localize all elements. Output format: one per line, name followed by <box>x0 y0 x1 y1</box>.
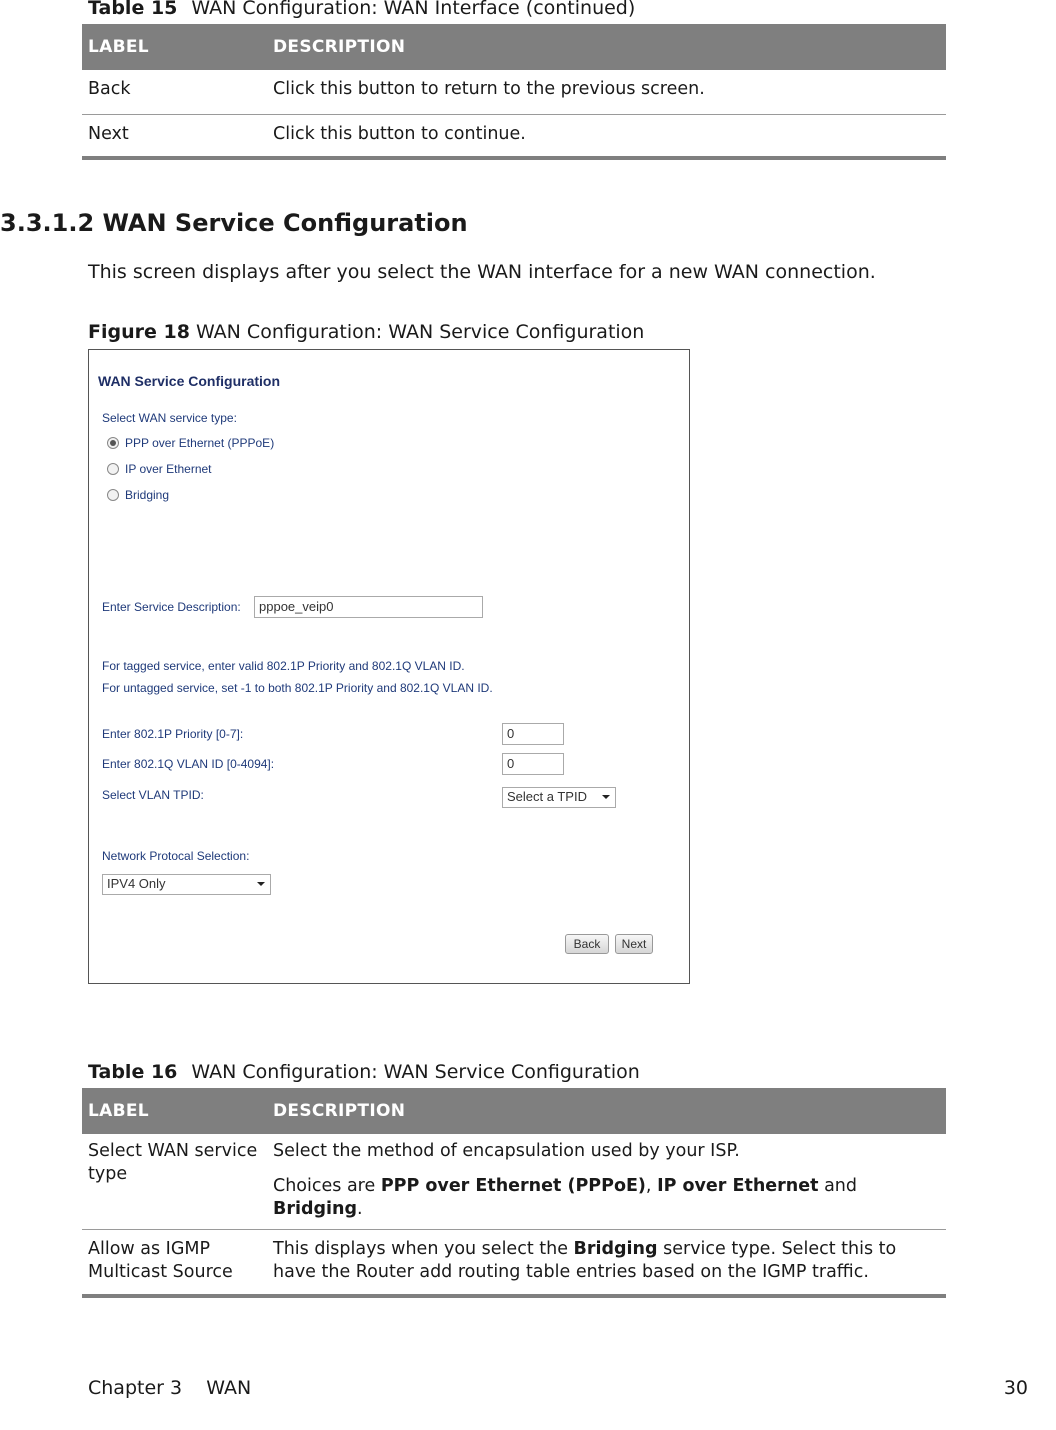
description-choices <box>273 1175 940 1221</box>
row-label: Back <box>82 70 267 114</box>
choices-separator: , <box>645 1176 658 1196</box>
description-line: Select the method of encapsulation used by your ISP. <box>273 1141 740 1161</box>
section-intro: This screen displays after you select the WAN interface for a new WAN connection. <box>88 261 876 283</box>
figure-title: WAN Configuration: WAN Service Configuration <box>195 321 645 343</box>
next-button[interactable]: Next <box>615 934 653 954</box>
tpid-select-value: Select a TPID <box>507 789 587 804</box>
tagged-note: For tagged service, enter valid 802.1P Priority and 802.1Q VLAN ID. <box>102 659 465 673</box>
vlan-id-input[interactable]: 0 <box>502 753 564 775</box>
protocol-select[interactable] <box>102 874 271 895</box>
description-suffix: service type. Select this to have the Router add routing table entries based on the IGMP traffic. <box>273 1239 897 1282</box>
vlan-id-label: Enter 802.1Q VLAN ID [0-4094]: <box>102 757 275 771</box>
table-16 <box>82 1088 946 1298</box>
table-row <box>82 1230 946 1297</box>
service-type-label: Select WAN service type: <box>102 411 237 425</box>
priority-input[interactable]: 0 <box>502 723 564 745</box>
table-row <box>82 70 946 114</box>
description-bold: Bridging <box>573 1239 658 1259</box>
row-description: Click this button to continue. <box>267 114 946 158</box>
choices-separator: and <box>818 1176 857 1196</box>
wan-service-config-screenshot <box>88 349 690 984</box>
choice-pppoe: PPP over Ethernet (PPPoE) <box>380 1176 646 1196</box>
radio-ipoe[interactable] <box>107 463 119 475</box>
table-row <box>82 114 946 158</box>
choices-suffix: . <box>357 1199 363 1219</box>
table-16-title: WAN Configuration: WAN Service Configuration <box>191 1061 640 1083</box>
figure-number: Figure 18 <box>88 321 190 343</box>
back-button[interactable]: Back <box>565 934 609 954</box>
figure-caption <box>88 321 644 343</box>
section-heading: 3.3.1.2 WAN Service Configuration <box>0 209 468 237</box>
radio-pppoe-label: PPP over Ethernet (PPPoE) <box>125 436 275 450</box>
service-description-label: Enter Service Description: <box>102 600 241 614</box>
description-prefix: This displays when you select the <box>273 1239 574 1259</box>
table-15 <box>82 24 946 160</box>
row-description <box>267 1134 946 1230</box>
table-15-number: Table 15 <box>88 0 178 19</box>
choice-bridging: Bridging <box>273 1199 358 1219</box>
service-description-input[interactable]: pppoe_veip0 <box>254 596 483 618</box>
row-description: Click this button to return to the previous screen. <box>267 70 946 114</box>
choice-ipoe: IP over Ethernet <box>657 1176 819 1196</box>
radio-pppoe[interactable] <box>107 437 119 449</box>
chevron-down-icon <box>602 795 610 799</box>
protocol-label: Network Protocal Selection: <box>102 849 250 863</box>
table-header-row <box>82 24 946 70</box>
table-15-caption <box>88 0 635 19</box>
row-label: Allow as IGMP Multicast Source <box>82 1230 267 1297</box>
priority-label: Enter 802.1P Priority [0-7]: <box>102 727 244 741</box>
tpid-select[interactable] <box>502 787 616 808</box>
row-label: Next <box>82 114 267 158</box>
choices-prefix: Choices are <box>273 1176 381 1196</box>
row-description <box>267 1230 946 1297</box>
screen-title: WAN Service Configuration <box>98 373 281 389</box>
column-header-description: DESCRIPTION <box>267 1088 946 1134</box>
radio-ipoe-label: IP over Ethernet <box>125 462 212 476</box>
column-header-description: DESCRIPTION <box>267 24 946 70</box>
column-header-label: LABEL <box>82 1088 267 1134</box>
table-15-title: WAN Configuration: WAN Interface (continued) <box>191 0 636 19</box>
footer-chapter: Chapter 3 WAN <box>88 1377 252 1399</box>
protocol-select-value: IPV4 Only <box>107 876 166 891</box>
table-16-number: Table 16 <box>88 1061 178 1083</box>
table-header-row <box>82 1088 946 1134</box>
table-16-caption <box>88 1061 640 1083</box>
radio-bridging[interactable] <box>107 489 119 501</box>
column-header-label: LABEL <box>82 24 267 70</box>
table-row <box>82 1134 946 1230</box>
chevron-down-icon <box>257 882 265 886</box>
tpid-label: Select VLAN TPID: <box>102 788 204 802</box>
radio-bridging-label: Bridging <box>125 488 170 502</box>
untagged-note: For untagged service, set -1 to both 802.1P Priority and 802.1Q VLAN ID. <box>102 681 493 695</box>
row-label: Select WAN service type <box>82 1134 267 1230</box>
footer-page-number: 30 <box>1003 1377 1028 1399</box>
